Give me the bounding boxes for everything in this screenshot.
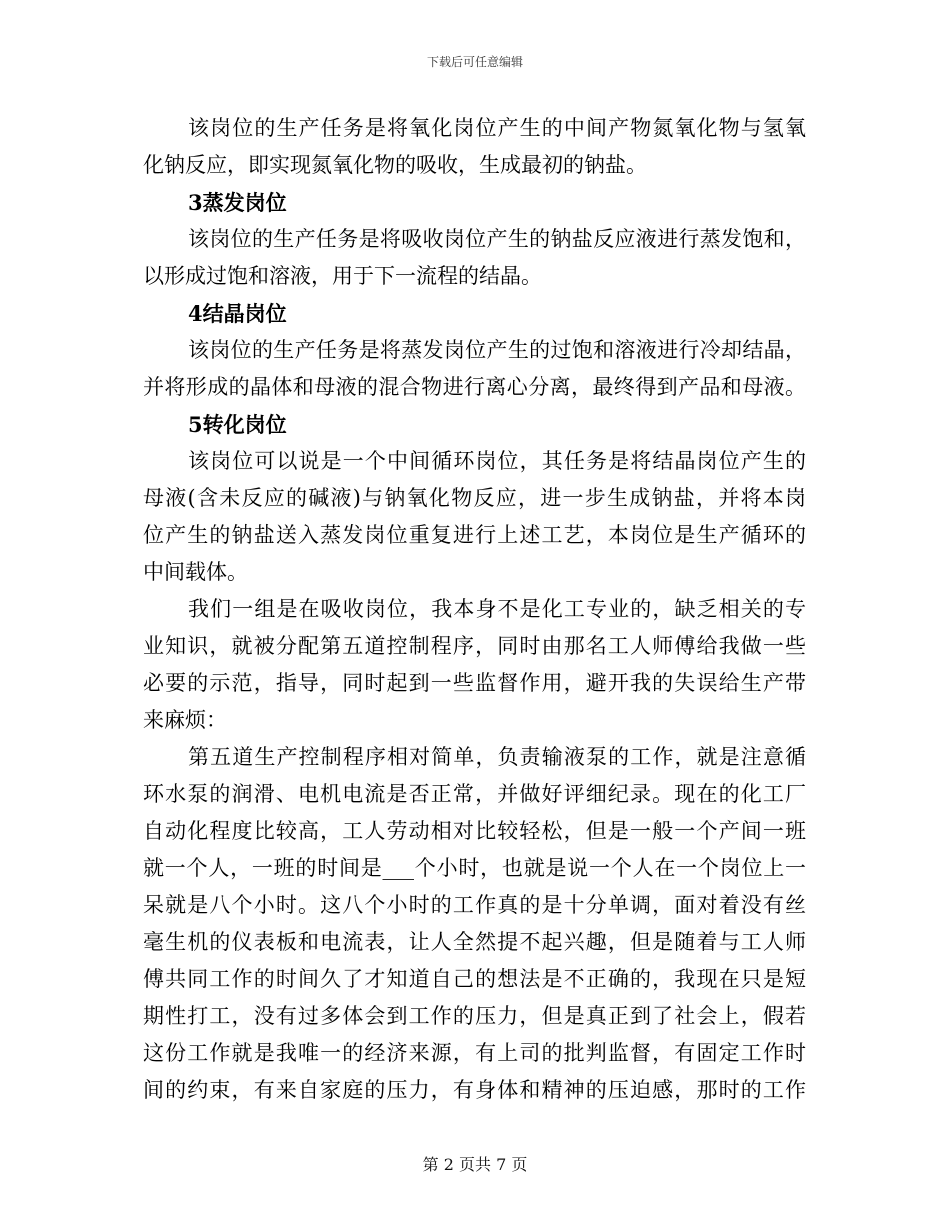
body-text-line: 业知识，就被分配第五道控制程序，同时由那名工人师傅给我做一些 — [143, 634, 806, 658]
paragraph-evaporation-duty — [143, 221, 806, 295]
body-text-line: 呆就是八个小时。这八个小时的工作真的是十分单调，面对着没有丝 — [143, 893, 806, 917]
body-text-line: 这份工作就是我唯一的经济来源，有上司的批判监督，有固定工作时 — [143, 1041, 806, 1065]
body-text-line: 该岗位的生产任务是将吸收岗位产生的钠盐反应液进行蒸发饱和， — [188, 227, 806, 251]
page-header-note: 下载后可任意编辑 — [426, 55, 523, 69]
paragraph-crystallization-duty — [143, 332, 806, 406]
body-text-line: 以形成过饱和溶液，用于下一流程的结晶。 — [143, 264, 542, 288]
paragraph-absorption-duty — [143, 110, 806, 184]
body-text-line: 该岗位的生产任务是将氧化岗位产生的中间产物氮氧化物与氢氧 — [188, 116, 806, 140]
body-text-line: 并将形成的晶体和母液的混合物进行离心分离，最终得到产品和母液。 — [143, 375, 806, 399]
body-text-line: 母液(含未反应的碱液)与钠氧化物反应，进一步生成钠盐，并将本岗 — [143, 486, 806, 510]
page-number-footer: 第 2 页共 7 页 — [422, 1155, 528, 1174]
body-text-line: 间的约束，有来自家庭的压力，有身体和精神的压迫感，那时的工作 — [143, 1078, 806, 1102]
body-text-line: 自动化程度比较高，工人劳动相对比较轻松，但是一般一个产间一班 — [143, 819, 806, 843]
body-text-line: 化钠反应，即实现氮氧化物的吸收，生成最初的钠盐。 — [143, 153, 647, 177]
paragraph-fifth-procedure — [143, 739, 806, 1109]
body-text-line: 傅共同工作的时间久了才知道自己的想法是不正确的，我现在只是短 — [143, 967, 806, 991]
body-text-line: 第五道生产控制程序相对简单，负责输液泵的工作，就是注意循 — [188, 745, 806, 769]
body-text-line: 我们一组是在吸收岗位，我本身不是化工专业的，缺乏相关的专 — [188, 597, 806, 621]
body-text-line: 该岗位可以说是一个中间循环岗位，其任务是将结晶岗位产生的 — [188, 449, 806, 473]
body-text-line: 该岗位的生产任务是将蒸发岗位产生的过饱和溶液进行冷却结晶， — [188, 338, 806, 362]
paragraph-conversion-duty — [143, 443, 806, 591]
paragraph-group-assignment — [143, 591, 806, 739]
body-text-line: 期性打工，没有过多体会到工作的压力，但是真正到了社会上，假若 — [143, 1004, 806, 1028]
body-text-line: 毫生机的仪表板和电流表，让人全然提不起兴趣，但是随着与工人师 — [143, 930, 806, 954]
body-text-line: 就一个人，一班的时间是___个小时，也就是说一个人在一个岗位上一 — [143, 856, 806, 880]
body-text-line: 来麻烦： — [143, 708, 227, 732]
section-heading-crystallization: 4结晶岗位 — [188, 301, 287, 326]
body-text-line: 环水泵的润滑、电机电流是否正常，并做好评细纪录。现在的化工厂 — [143, 782, 806, 806]
section-heading-evaporation: 3蒸发岗位 — [188, 190, 287, 215]
document-body — [143, 110, 806, 1109]
section-heading-conversion: 5转化岗位 — [188, 412, 287, 437]
body-text-line: 位产生的钠盐送入蒸发岗位重复进行上述工艺，本岗位是生产循环的 — [143, 523, 806, 547]
body-text-line: 必要的示范，指导，同时起到一些监督作用，避开我的失误给生产带 — [143, 671, 806, 695]
body-text-line: 中间载体。 — [143, 560, 248, 584]
